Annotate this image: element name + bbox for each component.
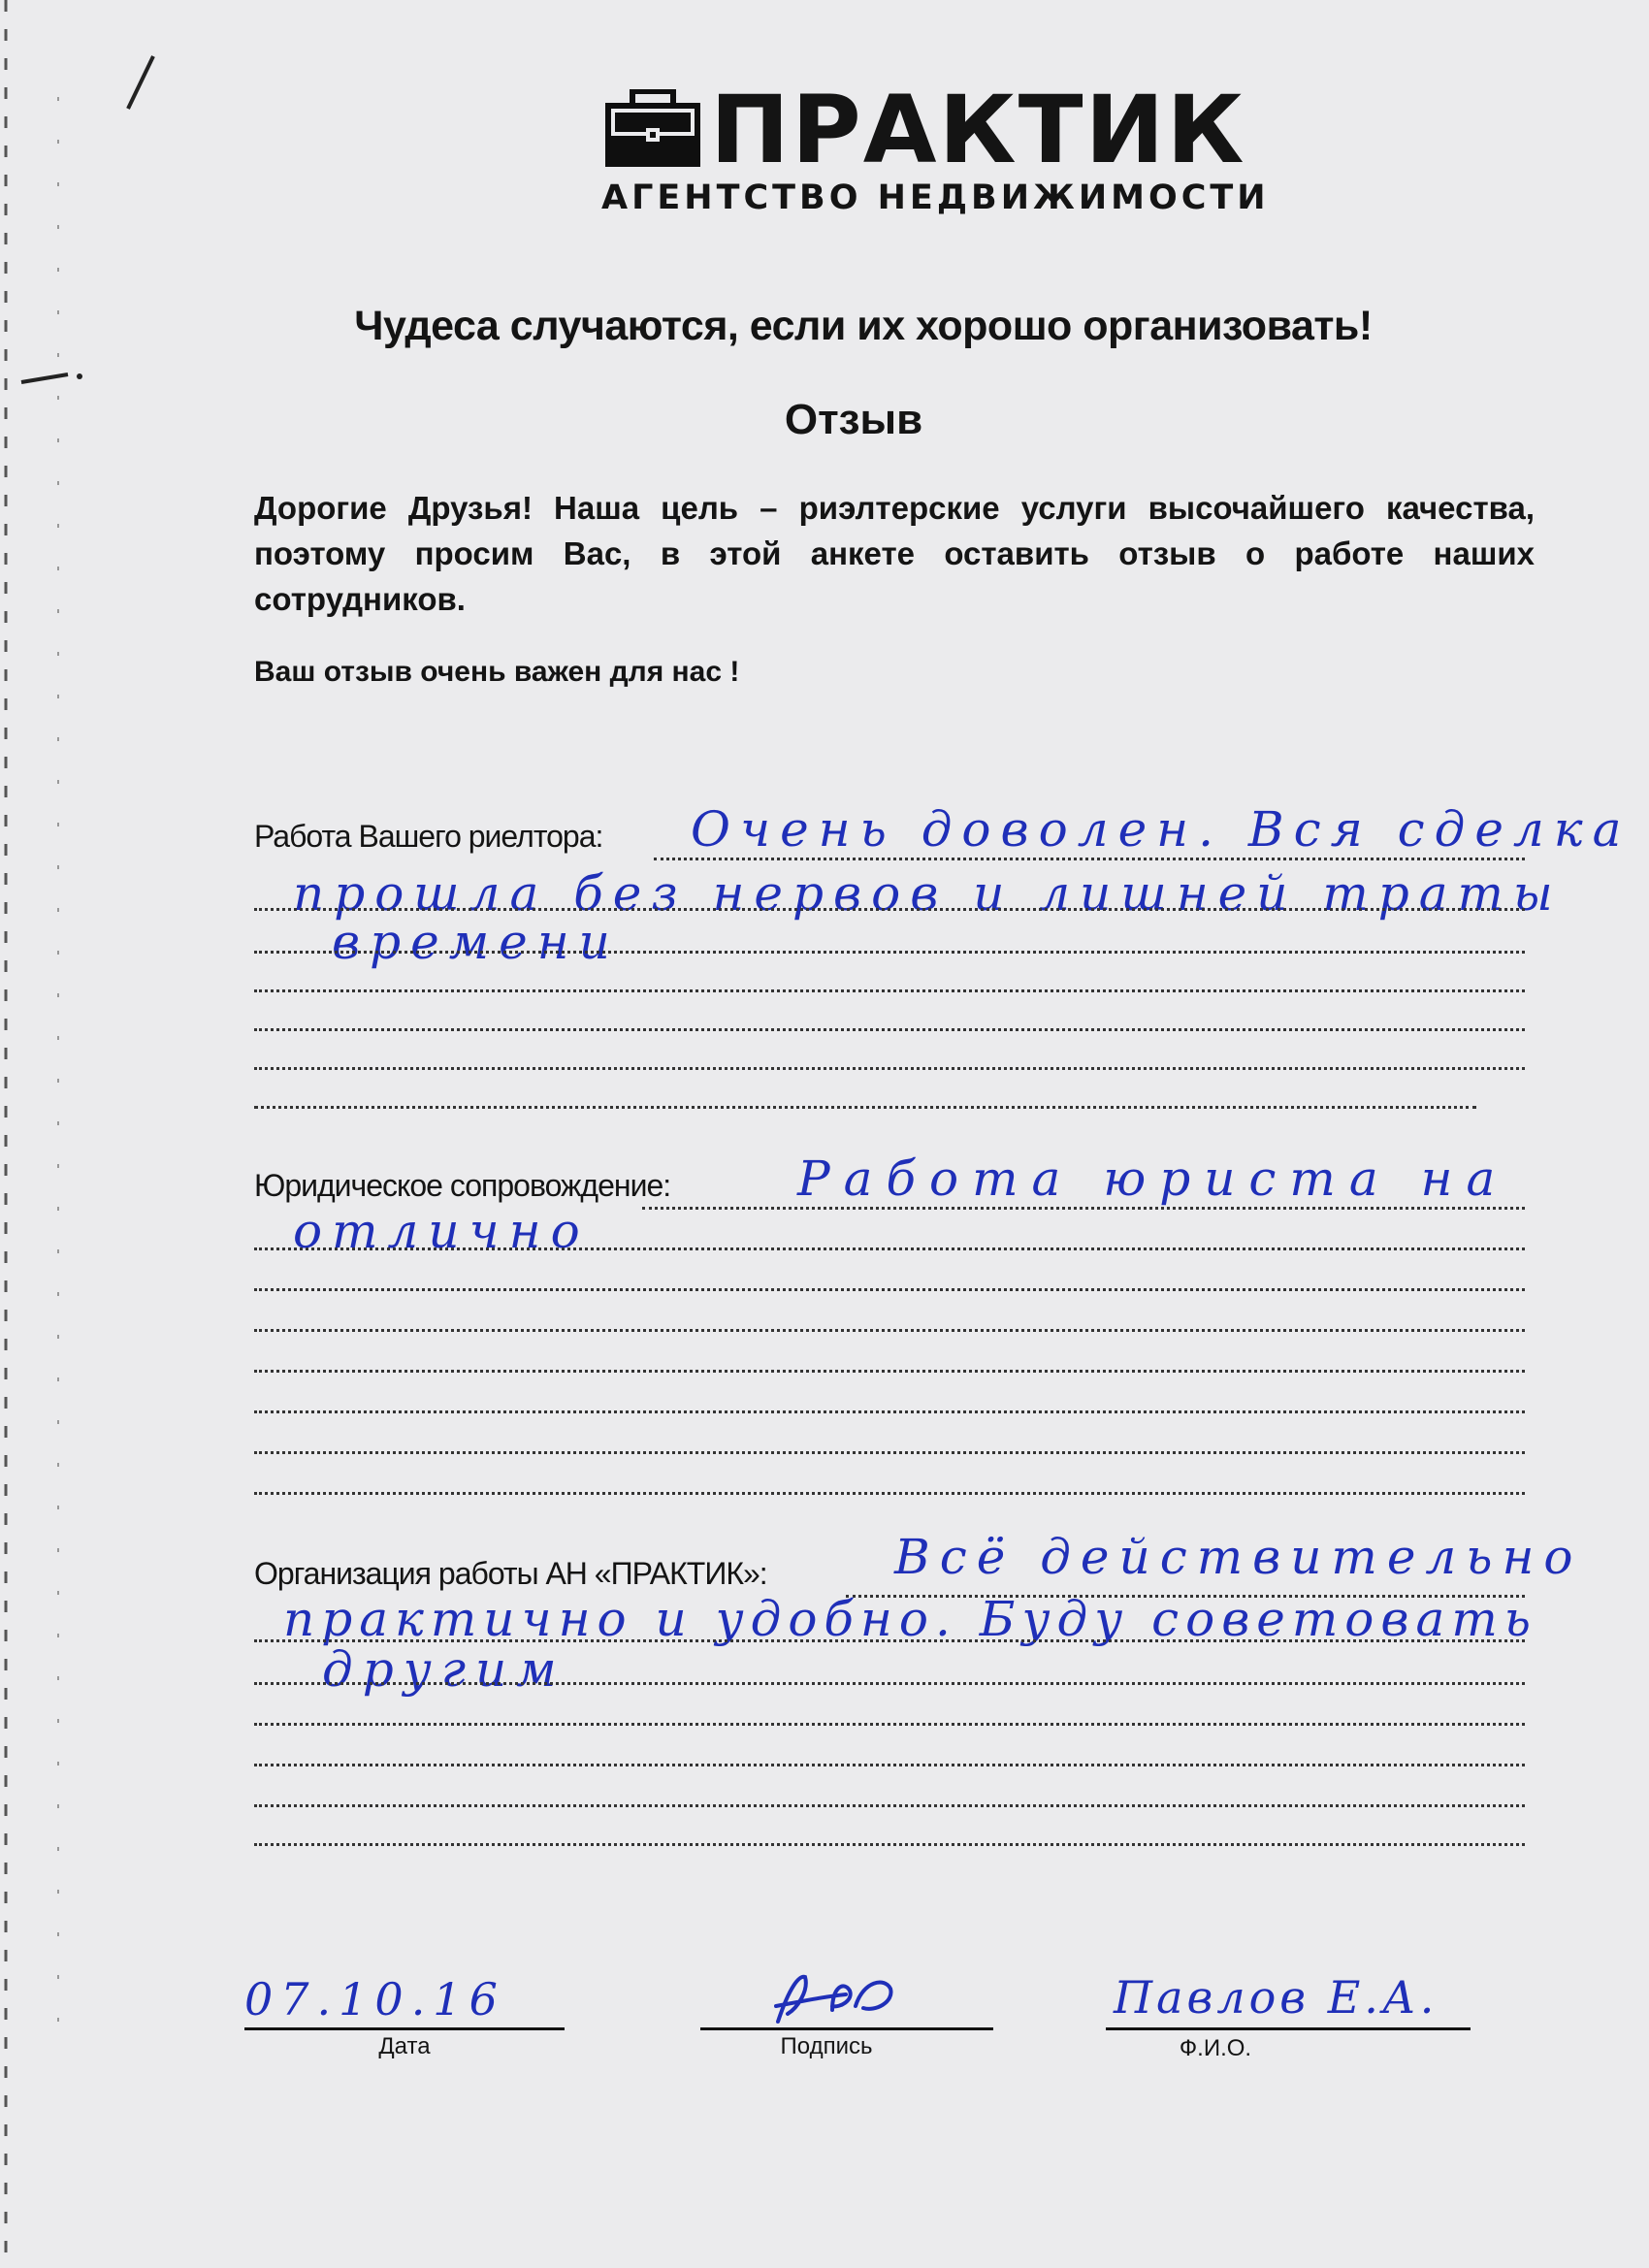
intro-paragraph: Дорогие Друзья! Наша цель – риэлтерские услуги высочайшего качества, поэтому просим Вас, в этой анкете оставить отзыв о работе наших сотрудников. xyxy=(254,490,1535,617)
company-logo xyxy=(601,76,1270,217)
dotted-line xyxy=(654,858,1525,860)
handwritten-answer-line: времени xyxy=(332,914,620,970)
handwritten-answer-line: Всё действительно xyxy=(894,1529,1583,1585)
name-underline xyxy=(1106,2027,1471,2030)
handwritten-answer-line: практично и удобно. Буду советовать xyxy=(283,1591,1537,1647)
dotted-line xyxy=(254,1106,1476,1109)
signature-caption: Подпись xyxy=(780,2033,873,2059)
dotted-line xyxy=(254,1451,1525,1454)
dotted-line xyxy=(254,1370,1525,1373)
dotted-line xyxy=(254,908,1525,911)
dotted-line xyxy=(254,1247,1525,1250)
legal-section xyxy=(254,1150,1535,1513)
handwritten-answer-line: прошла без нервов и лишней траты xyxy=(293,865,1563,922)
field-label-organization: Организация работы АН «ПРАКТИК»: xyxy=(254,1556,767,1591)
dotted-line xyxy=(254,1329,1525,1332)
dotted-line xyxy=(254,1492,1525,1495)
dotted-line xyxy=(254,1410,1525,1413)
dotted-line xyxy=(642,1207,1525,1210)
handwritten-answer-line: Очень доволен. Вся сделка xyxy=(691,801,1632,858)
scan-tick xyxy=(19,369,87,388)
logo-tagline: АГЕНТСТВО НЕДВИЖИМОСТИ xyxy=(601,178,1270,217)
date-value: 07.10.16 xyxy=(244,1973,505,2025)
dotted-line xyxy=(254,989,1525,992)
dotted-line xyxy=(254,1028,1525,1031)
dotted-line xyxy=(254,1288,1525,1291)
scan-edge-left xyxy=(39,97,78,2037)
dotted-line xyxy=(254,1804,1525,1807)
signature-underline xyxy=(700,2027,993,2030)
importance-note: Ваш отзыв очень важен для нас ! xyxy=(254,656,740,688)
logo-name: ПРАКТИК xyxy=(710,76,1246,184)
dotted-line xyxy=(254,1067,1525,1070)
dotted-line xyxy=(254,1682,1525,1685)
dotted-line xyxy=(254,1723,1525,1726)
dotted-line xyxy=(254,1764,1525,1766)
scan-mark xyxy=(107,49,165,126)
field-label-legal: Юридическое сопровождение: xyxy=(254,1168,671,1203)
handwritten-signature xyxy=(739,1967,933,2035)
field-label-realtor: Работа Вашего риелтора: xyxy=(254,819,603,854)
organization-section xyxy=(254,1529,1583,1901)
name-caption: Ф.И.О. xyxy=(1179,2035,1252,2061)
date-underline xyxy=(244,2027,565,2030)
slogan: Чудеса случаются, если их хорошо организовать! xyxy=(354,303,1373,349)
dotted-line xyxy=(254,951,1525,954)
handwritten-answer-line: отлично xyxy=(293,1203,590,1259)
page-title: Отзыв xyxy=(784,396,923,443)
realtor-section xyxy=(254,801,1632,1164)
date-caption: Дата xyxy=(378,2033,431,2059)
dotted-line xyxy=(254,1843,1525,1846)
handwritten-answer-line: Работа юриста на xyxy=(797,1150,1509,1207)
handwritten-answer-line: другим xyxy=(322,1641,566,1698)
briefcase-icon xyxy=(601,89,704,171)
name-value: Павлов Е.А. xyxy=(1114,1971,1439,2024)
